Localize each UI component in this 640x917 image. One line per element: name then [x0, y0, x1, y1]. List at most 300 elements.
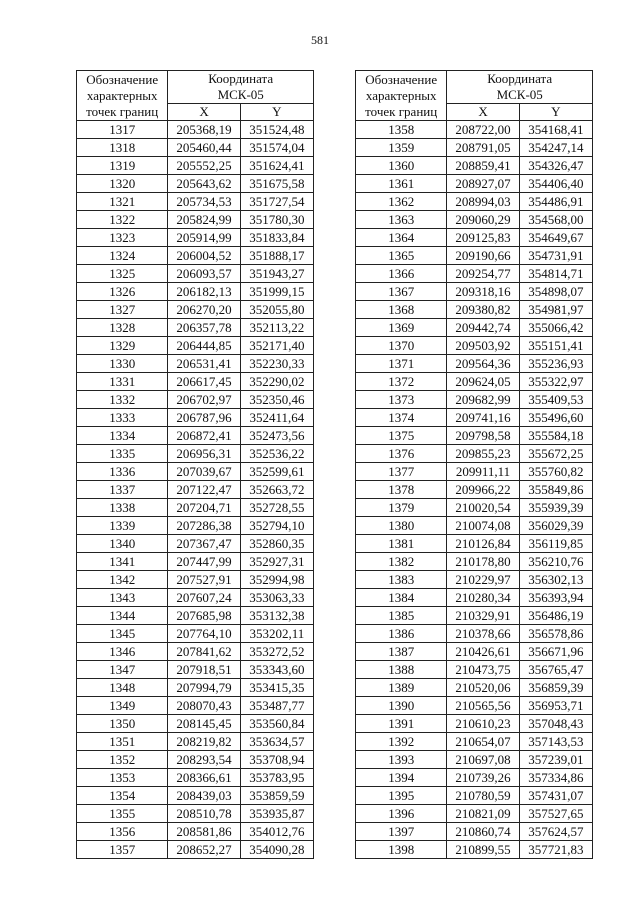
table-row — [356, 751, 593, 769]
page-number: 581 — [311, 33, 329, 47]
table-row — [77, 787, 314, 805]
y-coordinate-cell: 357334,86 — [519, 769, 592, 787]
x-coordinate-cell: 210610,23 — [447, 715, 519, 733]
y-coordinate-cell: 357721,83 — [519, 841, 592, 859]
y-coordinate-cell: 352794,10 — [240, 517, 313, 535]
y-coordinate-cell: 352290,02 — [240, 373, 313, 391]
x-coordinate-cell: 209190,66 — [447, 247, 519, 265]
x-coordinate-cell: 207764,10 — [168, 625, 240, 643]
y-coordinate-cell: 354090,28 — [240, 841, 313, 859]
y-coordinate-cell: 351943,27 — [240, 265, 313, 283]
header-label-line: Обозначение — [86, 71, 159, 87]
y-coordinate-cell: 354168,41 — [519, 121, 592, 139]
table-row — [356, 445, 593, 463]
point-id-cell: 1318 — [77, 139, 168, 157]
point-id-cell: 1364 — [356, 229, 447, 247]
point-id-cell: 1329 — [77, 337, 168, 355]
point-id-cell: 1345 — [77, 625, 168, 643]
y-coordinate-cell: 353935,87 — [240, 805, 313, 823]
table-row — [356, 463, 593, 481]
x-coordinate-cell: 209125,83 — [447, 229, 519, 247]
y-coordinate-cell: 351999,15 — [240, 283, 313, 301]
y-coordinate-cell: 351780,30 — [240, 211, 313, 229]
x-coordinate-cell: 209741,16 — [447, 409, 519, 427]
x-coordinate-cell: 206270,20 — [168, 301, 240, 319]
table-row — [356, 787, 593, 805]
table-row — [77, 607, 314, 625]
point-id-cell: 1361 — [356, 175, 447, 193]
table-row — [77, 319, 314, 337]
y-coordinate-cell: 355066,42 — [519, 319, 592, 337]
point-id-cell: 1371 — [356, 355, 447, 373]
table-row — [356, 301, 593, 319]
point-id-cell: 1333 — [77, 409, 168, 427]
point-id-cell: 1383 — [356, 571, 447, 589]
x-coordinate-cell: 209564,36 — [447, 355, 519, 373]
point-id-cell: 1356 — [77, 823, 168, 841]
y-coordinate-cell: 351833,84 — [240, 229, 313, 247]
y-coordinate-cell: 356486,19 — [519, 607, 592, 625]
x-coordinate-cell: 206004,52 — [168, 247, 240, 265]
table-row — [356, 823, 593, 841]
table-row — [77, 463, 314, 481]
x-coordinate-cell: 205460,44 — [168, 139, 240, 157]
y-coordinate-cell: 351624,41 — [240, 157, 313, 175]
x-coordinate-cell: 210899,55 — [447, 841, 519, 859]
table-row — [356, 589, 593, 607]
point-id-cell: 1349 — [77, 697, 168, 715]
point-id-cell: 1362 — [356, 193, 447, 211]
table-row — [356, 661, 593, 679]
point-id-cell: 1384 — [356, 589, 447, 607]
x-coordinate-cell: 206956,31 — [168, 445, 240, 463]
table-row — [77, 571, 314, 589]
y-coordinate-cell: 352728,55 — [240, 499, 313, 517]
table-row — [77, 247, 314, 265]
point-id-cell: 1360 — [356, 157, 447, 175]
table-row — [356, 643, 593, 661]
point-id-cell: 1352 — [77, 751, 168, 769]
x-coordinate-cell: 206702,97 — [168, 391, 240, 409]
point-id-cell: 1334 — [77, 427, 168, 445]
point-id-cell: 1374 — [356, 409, 447, 427]
y-coordinate-cell: 354247,14 — [519, 139, 592, 157]
table-row — [356, 121, 593, 139]
y-coordinate-cell: 353560,84 — [240, 715, 313, 733]
y-coordinate-cell: 353063,33 — [240, 589, 313, 607]
table-row — [77, 409, 314, 427]
x-coordinate-cell: 208439,03 — [168, 787, 240, 805]
point-id-cell: 1331 — [77, 373, 168, 391]
point-id-cell: 1390 — [356, 697, 447, 715]
x-coordinate-cell: 207918,51 — [168, 661, 240, 679]
table-row — [77, 625, 314, 643]
table-row — [77, 355, 314, 373]
x-coordinate-cell: 206531,41 — [168, 355, 240, 373]
point-id-cell: 1317 — [77, 121, 168, 139]
point-id-cell: 1379 — [356, 499, 447, 517]
table-row — [77, 427, 314, 445]
y-coordinate-cell: 355672,25 — [519, 445, 592, 463]
table-row — [77, 589, 314, 607]
table-row — [77, 193, 314, 211]
y-coordinate-cell: 357143,53 — [519, 733, 592, 751]
y-coordinate-cell: 356765,47 — [519, 661, 592, 679]
table-row — [356, 625, 593, 643]
header-coord-line: МСК-05 — [496, 87, 543, 102]
table-row — [356, 769, 593, 787]
y-coordinate-cell: 354486,91 — [519, 193, 592, 211]
point-id-cell: 1391 — [356, 715, 447, 733]
y-coordinate-cell: 352994,98 — [240, 571, 313, 589]
y-coordinate-cell: 353272,52 — [240, 643, 313, 661]
x-coordinate-cell: 207447,99 — [168, 553, 240, 571]
x-coordinate-cell: 205552,25 — [168, 157, 240, 175]
x-coordinate-cell: 207122,47 — [168, 481, 240, 499]
point-id-cell: 1328 — [77, 319, 168, 337]
x-coordinate-cell: 210280,34 — [447, 589, 519, 607]
x-coordinate-cell: 209682,99 — [447, 391, 519, 409]
point-id-cell: 1335 — [77, 445, 168, 463]
x-coordinate-cell: 210378,66 — [447, 625, 519, 643]
point-id-cell: 1377 — [356, 463, 447, 481]
x-coordinate-cell: 206444,85 — [168, 337, 240, 355]
table-row — [356, 427, 593, 445]
point-id-cell: 1323 — [77, 229, 168, 247]
point-id-cell: 1351 — [77, 733, 168, 751]
header-coord-line: Координата — [487, 71, 553, 86]
y-coordinate-cell: 352860,35 — [240, 535, 313, 553]
point-id-cell: 1397 — [356, 823, 447, 841]
x-coordinate-cell: 210329,91 — [447, 607, 519, 625]
header-x: X — [168, 104, 240, 121]
y-coordinate-cell: 353202,11 — [240, 625, 313, 643]
point-id-cell: 1387 — [356, 643, 447, 661]
point-id-cell: 1388 — [356, 661, 447, 679]
y-coordinate-cell: 351727,54 — [240, 193, 313, 211]
table-row — [356, 697, 593, 715]
y-coordinate-cell: 356302,13 — [519, 571, 592, 589]
point-id-cell: 1337 — [77, 481, 168, 499]
x-coordinate-cell: 210780,59 — [447, 787, 519, 805]
header-point-label — [77, 71, 168, 121]
table-row — [77, 481, 314, 499]
y-coordinate-cell: 353132,38 — [240, 607, 313, 625]
point-id-cell: 1348 — [77, 679, 168, 697]
y-coordinate-cell: 355849,86 — [519, 481, 592, 499]
table-row — [356, 715, 593, 733]
x-coordinate-cell: 209855,23 — [447, 445, 519, 463]
y-coordinate-cell: 354012,76 — [240, 823, 313, 841]
point-id-cell: 1363 — [356, 211, 447, 229]
table-row — [77, 643, 314, 661]
x-coordinate-cell: 208927,07 — [447, 175, 519, 193]
x-coordinate-cell: 210074,08 — [447, 517, 519, 535]
point-id-cell: 1375 — [356, 427, 447, 445]
y-coordinate-cell: 355496,60 — [519, 409, 592, 427]
point-id-cell: 1382 — [356, 553, 447, 571]
table-row — [77, 301, 314, 319]
table-body-right — [356, 121, 593, 859]
table-row — [77, 733, 314, 751]
x-coordinate-cell: 210126,84 — [447, 535, 519, 553]
point-id-cell: 1367 — [356, 283, 447, 301]
x-coordinate-cell: 205914,99 — [168, 229, 240, 247]
point-id-cell: 1381 — [356, 535, 447, 553]
x-coordinate-cell: 205368,19 — [168, 121, 240, 139]
y-coordinate-cell: 351574,04 — [240, 139, 313, 157]
y-coordinate-cell: 355322,97 — [519, 373, 592, 391]
point-id-cell: 1332 — [77, 391, 168, 409]
y-coordinate-cell: 356393,94 — [519, 589, 592, 607]
table-row — [77, 841, 314, 859]
y-coordinate-cell: 355409,53 — [519, 391, 592, 409]
x-coordinate-cell: 206357,78 — [168, 319, 240, 337]
y-coordinate-cell: 353708,94 — [240, 751, 313, 769]
x-coordinate-cell: 208791,05 — [447, 139, 519, 157]
point-id-cell: 1370 — [356, 337, 447, 355]
y-coordinate-cell: 354568,00 — [519, 211, 592, 229]
table-row — [356, 535, 593, 553]
table-row — [77, 139, 314, 157]
point-id-cell: 1350 — [77, 715, 168, 733]
y-coordinate-cell: 356119,85 — [519, 535, 592, 553]
point-id-cell: 1395 — [356, 787, 447, 805]
table-row — [356, 571, 593, 589]
header-label-line: точек границ — [86, 103, 159, 119]
y-coordinate-cell: 357624,57 — [519, 823, 592, 841]
table-row — [77, 715, 314, 733]
header-coordinate-title — [447, 71, 593, 104]
table-row — [356, 679, 593, 697]
x-coordinate-cell: 210473,75 — [447, 661, 519, 679]
point-id-cell: 1327 — [77, 301, 168, 319]
y-coordinate-cell: 356859,39 — [519, 679, 592, 697]
y-coordinate-cell: 354731,91 — [519, 247, 592, 265]
table-row — [77, 805, 314, 823]
header-label-line: точек границ — [365, 103, 438, 119]
point-id-cell: 1322 — [77, 211, 168, 229]
x-coordinate-cell: 208145,45 — [168, 715, 240, 733]
y-coordinate-cell: 353859,59 — [240, 787, 313, 805]
table-row — [77, 283, 314, 301]
point-id-cell: 1394 — [356, 769, 447, 787]
table-row — [356, 355, 593, 373]
header-label-line: характерных — [365, 87, 437, 103]
point-id-cell: 1346 — [77, 643, 168, 661]
point-id-cell: 1344 — [77, 607, 168, 625]
x-coordinate-cell: 209911,11 — [447, 463, 519, 481]
point-id-cell: 1355 — [77, 805, 168, 823]
x-coordinate-cell: 206182,13 — [168, 283, 240, 301]
y-coordinate-cell: 356671,96 — [519, 643, 592, 661]
y-coordinate-cell: 352171,40 — [240, 337, 313, 355]
x-coordinate-cell: 208859,41 — [447, 157, 519, 175]
y-coordinate-cell: 356578,86 — [519, 625, 592, 643]
x-coordinate-cell: 207527,91 — [168, 571, 240, 589]
y-coordinate-cell: 351888,17 — [240, 247, 313, 265]
point-id-cell: 1366 — [356, 265, 447, 283]
y-coordinate-cell: 352350,46 — [240, 391, 313, 409]
point-id-cell: 1369 — [356, 319, 447, 337]
table-row — [77, 769, 314, 787]
table-row — [356, 319, 593, 337]
table-row — [77, 535, 314, 553]
point-id-cell: 1373 — [356, 391, 447, 409]
y-coordinate-cell: 352411,64 — [240, 409, 313, 427]
table-row — [356, 553, 593, 571]
coordinates-table-left — [76, 70, 314, 859]
x-coordinate-cell: 207685,98 — [168, 607, 240, 625]
x-coordinate-cell: 209442,74 — [447, 319, 519, 337]
y-coordinate-cell: 352663,72 — [240, 481, 313, 499]
y-coordinate-cell: 357239,01 — [519, 751, 592, 769]
x-coordinate-cell: 209380,82 — [447, 301, 519, 319]
point-id-cell: 1398 — [356, 841, 447, 859]
table-row — [356, 499, 593, 517]
x-coordinate-cell: 209966,22 — [447, 481, 519, 499]
table-row — [356, 265, 593, 283]
table-row — [77, 445, 314, 463]
x-coordinate-cell: 208070,43 — [168, 697, 240, 715]
y-coordinate-cell: 354406,40 — [519, 175, 592, 193]
x-coordinate-cell: 208994,03 — [447, 193, 519, 211]
y-coordinate-cell: 353415,35 — [240, 679, 313, 697]
table-body-left — [77, 121, 314, 859]
x-coordinate-cell: 207607,24 — [168, 589, 240, 607]
table-row — [77, 823, 314, 841]
x-coordinate-cell: 207286,38 — [168, 517, 240, 535]
table-row — [356, 607, 593, 625]
table-row — [77, 337, 314, 355]
coordinates-table-right — [355, 70, 593, 859]
point-id-cell: 1330 — [77, 355, 168, 373]
table-row — [77, 265, 314, 283]
table-row — [356, 157, 593, 175]
x-coordinate-cell: 208722,00 — [447, 121, 519, 139]
table-row — [77, 391, 314, 409]
point-id-cell: 1368 — [356, 301, 447, 319]
x-coordinate-cell: 207039,67 — [168, 463, 240, 481]
x-coordinate-cell: 210821,09 — [447, 805, 519, 823]
header-x: X — [447, 104, 519, 121]
table-row — [77, 697, 314, 715]
x-coordinate-cell: 208652,27 — [168, 841, 240, 859]
table-row — [356, 391, 593, 409]
y-coordinate-cell: 355236,93 — [519, 355, 592, 373]
table-row — [77, 679, 314, 697]
y-coordinate-cell: 354649,67 — [519, 229, 592, 247]
point-id-cell: 1389 — [356, 679, 447, 697]
table-row — [77, 157, 314, 175]
x-coordinate-cell: 210178,80 — [447, 553, 519, 571]
point-id-cell: 1372 — [356, 373, 447, 391]
x-coordinate-cell: 206787,96 — [168, 409, 240, 427]
table-row — [356, 193, 593, 211]
x-coordinate-cell: 209798,58 — [447, 427, 519, 445]
table-row — [356, 841, 593, 859]
point-id-cell: 1359 — [356, 139, 447, 157]
y-coordinate-cell: 352599,61 — [240, 463, 313, 481]
x-coordinate-cell: 207367,47 — [168, 535, 240, 553]
y-coordinate-cell: 354814,71 — [519, 265, 592, 283]
y-coordinate-cell: 356029,39 — [519, 517, 592, 535]
point-id-cell: 1340 — [77, 535, 168, 553]
x-coordinate-cell: 205734,53 — [168, 193, 240, 211]
x-coordinate-cell: 207994,79 — [168, 679, 240, 697]
y-coordinate-cell: 357431,07 — [519, 787, 592, 805]
x-coordinate-cell: 210697,08 — [447, 751, 519, 769]
point-id-cell: 1324 — [77, 247, 168, 265]
table-row — [356, 175, 593, 193]
x-coordinate-cell: 208219,82 — [168, 733, 240, 751]
x-coordinate-cell: 205824,99 — [168, 211, 240, 229]
table-row — [356, 481, 593, 499]
y-coordinate-cell: 352927,31 — [240, 553, 313, 571]
y-coordinate-cell: 352473,56 — [240, 427, 313, 445]
y-coordinate-cell: 357527,65 — [519, 805, 592, 823]
x-coordinate-cell: 210739,26 — [447, 769, 519, 787]
x-coordinate-cell: 208510,78 — [168, 805, 240, 823]
header-coord-line: МСК-05 — [217, 87, 264, 102]
y-coordinate-cell: 355760,82 — [519, 463, 592, 481]
table-row — [356, 283, 593, 301]
table-row — [77, 229, 314, 247]
y-coordinate-cell: 352230,33 — [240, 355, 313, 373]
point-id-cell: 1336 — [77, 463, 168, 481]
point-id-cell: 1339 — [77, 517, 168, 535]
x-coordinate-cell: 209318,16 — [447, 283, 519, 301]
y-coordinate-cell: 356953,71 — [519, 697, 592, 715]
x-coordinate-cell: 210654,07 — [447, 733, 519, 751]
point-id-cell: 1396 — [356, 805, 447, 823]
table-row — [356, 337, 593, 355]
y-coordinate-cell: 354981,97 — [519, 301, 592, 319]
table-row — [77, 211, 314, 229]
y-coordinate-cell: 353343,60 — [240, 661, 313, 679]
header-coordinate-title — [168, 71, 314, 104]
x-coordinate-cell: 210426,61 — [447, 643, 519, 661]
point-id-cell: 1341 — [77, 553, 168, 571]
y-coordinate-cell: 354898,07 — [519, 283, 592, 301]
x-coordinate-cell: 210229,97 — [447, 571, 519, 589]
x-coordinate-cell: 210565,56 — [447, 697, 519, 715]
y-coordinate-cell: 352055,80 — [240, 301, 313, 319]
point-id-cell: 1343 — [77, 589, 168, 607]
x-coordinate-cell: 208366,61 — [168, 769, 240, 787]
table-row — [77, 499, 314, 517]
point-id-cell: 1326 — [77, 283, 168, 301]
x-coordinate-cell: 206872,41 — [168, 427, 240, 445]
x-coordinate-cell: 209503,92 — [447, 337, 519, 355]
y-coordinate-cell: 355939,39 — [519, 499, 592, 517]
point-id-cell: 1357 — [77, 841, 168, 859]
point-id-cell: 1320 — [77, 175, 168, 193]
table-row — [77, 661, 314, 679]
y-coordinate-cell: 354326,47 — [519, 157, 592, 175]
point-id-cell: 1321 — [77, 193, 168, 211]
y-coordinate-cell: 352113,22 — [240, 319, 313, 337]
table-row — [77, 751, 314, 769]
point-id-cell: 1386 — [356, 625, 447, 643]
point-id-cell: 1376 — [356, 445, 447, 463]
point-id-cell: 1392 — [356, 733, 447, 751]
x-coordinate-cell: 205643,62 — [168, 175, 240, 193]
point-id-cell: 1385 — [356, 607, 447, 625]
table-row — [356, 139, 593, 157]
x-coordinate-cell: 209624,05 — [447, 373, 519, 391]
x-coordinate-cell: 206093,57 — [168, 265, 240, 283]
